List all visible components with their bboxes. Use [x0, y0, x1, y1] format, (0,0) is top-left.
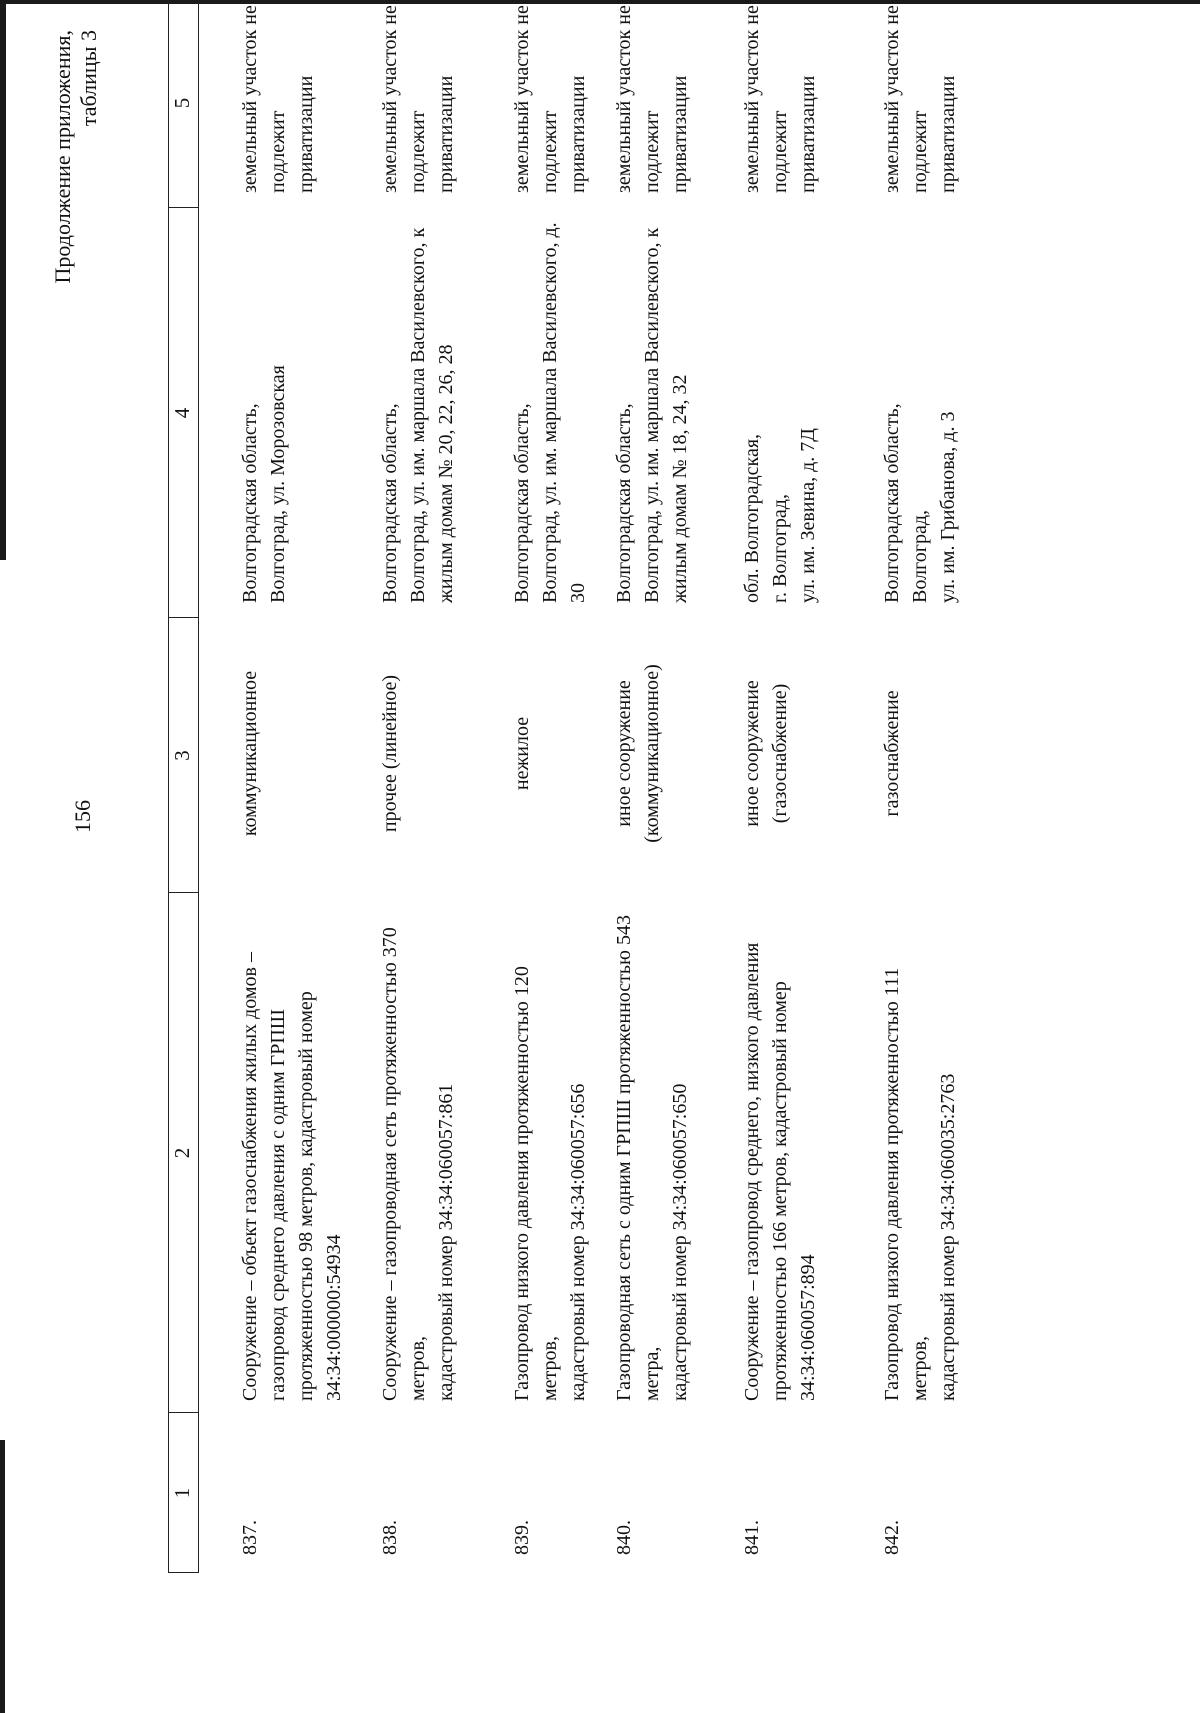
col-number-5: 5	[170, 97, 194, 109]
row-838-purpose: прочее (линейное)	[379, 674, 401, 833]
row-840-note: земельный участок не подлежит приватизации	[613, 5, 691, 193]
row-842-num: 842.	[881, 1520, 903, 1555]
row-840-purpose: иное сооружение (коммуникационное)	[613, 664, 663, 843]
row-837-purpose: коммуникационное	[239, 670, 261, 837]
row-841-num: 841.	[741, 1520, 763, 1555]
continuation-note: Продолжение приложения, таблицы 3	[50, 30, 101, 284]
col-number-2: 2	[170, 1147, 194, 1159]
col-number-3: 3	[170, 750, 194, 761]
row-837-address: Волгоградская область, Волгоград, ул. Морозовская	[239, 365, 289, 603]
row-841-purpose: иное сооружение (газоснабжение)	[741, 680, 791, 827]
col-number-4: 4	[170, 407, 194, 419]
row-839-note: земельный участок не подлежит приватизации	[511, 5, 589, 193]
header-row-bottom	[198, 0, 199, 1573]
row-838-address: Волгоградская область, Волгоград, ул. им. маршала Василевского, к жилым домам № 20, 22, 26, 28	[379, 227, 457, 603]
header-row-top	[168, 0, 169, 1573]
row-838-num: 838.	[379, 1520, 401, 1555]
row-841-address: обл. Волгоградская, г. Волгоград, ул. им. Зевина, д. 7Д	[741, 428, 819, 603]
col-number-1: 1	[170, 1487, 194, 1499]
row-839-purpose: нежилое	[511, 716, 533, 791]
row-840-address: Волгоградская область, Волгоград, ул. им. маршала Василевского, к жилым домам № 18, 24, 32	[613, 227, 691, 603]
row-837-num: 837.	[239, 1520, 261, 1555]
row-840-name: Газопроводная сеть с одним ГРПШ протяженностью 543 метра, кадастровый номер 34:34:060057:650	[613, 915, 691, 1401]
row-842-address: Волгоградская область, Волгоград, ул. им. Грибанова, д. 3	[881, 403, 959, 603]
row-837-note: земельный участок не подлежит приватизации	[239, 5, 317, 193]
row-842-purpose: газоснабжение	[881, 690, 903, 817]
row-841-name: Сооружение – газопровод среднего, низкого давления протяженностью 166 метров, кадастровый номер 34:34:060057:894	[741, 942, 819, 1401]
row-842-note: земельный участок не подлежит приватизации	[881, 5, 959, 193]
row-838-note: земельный участок не подлежит приватизации	[379, 5, 457, 193]
row-840-num: 840.	[613, 1520, 635, 1555]
row-838-name: Сооружение – газопроводная сеть протяженностью 370 метров, кадастровый номер 34:34:060057:861	[379, 927, 457, 1401]
row-839-address: Волгоградская область, Волгоград, ул. им. маршала Василевского, д. 30	[511, 222, 589, 603]
row-841-note: земельный участок не подлежит приватизации	[741, 5, 819, 193]
row-842-name: Газопровод низкого давления протяженностью 111 метров, кадастровый номер 34:34:060035:2763	[881, 967, 959, 1401]
page-number: 156	[70, 800, 95, 833]
row-839-num: 839.	[511, 1520, 533, 1555]
row-837-name: Сооружение – объект газоснабжения жилых домов – газопровод среднего давления с одним ГРПШ протяженностью 98 метров, кадастровый номер 34:34:000000:54934	[239, 952, 345, 1401]
row-839-name: Газопровод низкого давления протяженностью 120 метров, кадастровый номер 34:34:060057:656	[511, 966, 589, 1401]
